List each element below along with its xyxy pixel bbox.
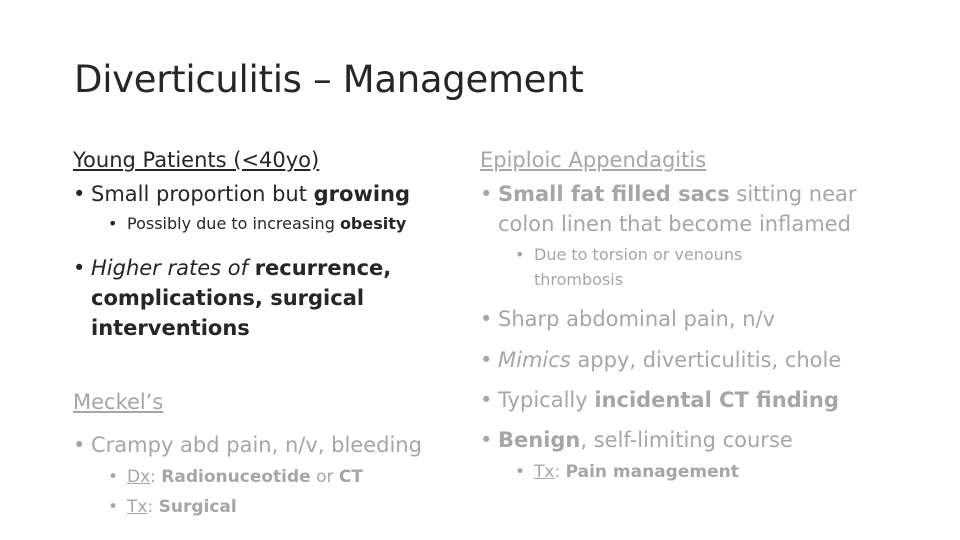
epiploic-tx-pain: Pain management bbox=[565, 462, 739, 482]
meckels-bullet-symptoms: • Crampy abd pain, n/v, bleeding bbox=[73, 430, 473, 460]
epiploic-bullet-pain: • Sharp abdominal pain, n/v bbox=[480, 304, 910, 334]
epiploic-subbullet-torsion: • Due to torsion or venouns thrombosis bbox=[480, 242, 809, 292]
dx-label: Dx bbox=[127, 467, 151, 487]
epiploic-subbullet-tx: • Tx: Pain management bbox=[480, 459, 910, 485]
meckels-subbullet-tx: • Tx: Surgical bbox=[73, 494, 473, 520]
meckels-group bbox=[73, 430, 473, 520]
young-subbullet-obesity bbox=[73, 211, 473, 237]
right-column bbox=[480, 148, 910, 485]
young-bullet-text: Small proportion but bbox=[91, 182, 314, 206]
epiploic-bullet-benign bbox=[480, 425, 910, 455]
young-bullet-rates bbox=[73, 253, 426, 343]
obesity-bold: obesity bbox=[339, 214, 407, 233]
mimics-text: appy, diverticulitis, chole bbox=[570, 348, 842, 372]
young-patients-heading: Young Patients (<40yo) bbox=[73, 148, 320, 172]
slide-title: Diverticulitis – Management bbox=[74, 58, 584, 101]
dx-or: or bbox=[310, 467, 339, 487]
benign-text: , self-limiting course bbox=[580, 428, 793, 452]
sacs-bold: Small fat filled sacs bbox=[498, 182, 730, 206]
incidental-text: Typically bbox=[498, 388, 595, 412]
epiploic-bullet-sacs bbox=[480, 179, 903, 239]
rates-italic: Higher rates of bbox=[91, 256, 255, 280]
meckels-heading: Meckel’s bbox=[73, 390, 164, 414]
dx-radionuceotide: Radionuceotide bbox=[161, 467, 311, 487]
dx-ct: CT bbox=[338, 467, 363, 487]
young-bullet-growing bbox=[73, 179, 473, 209]
sacs-text: sitting near colon linen that become inflamed bbox=[498, 182, 857, 236]
epiploic-heading: Epiploic Appendagitis bbox=[480, 148, 707, 172]
rates-bold: recurrence, complications, surgical interventions bbox=[91, 256, 392, 340]
young-bullet-bold: growing bbox=[313, 182, 411, 206]
meckels-subbullet-dx: • Dx: Radionuceotide or CT bbox=[73, 464, 473, 490]
tx-label: Tx bbox=[127, 497, 148, 517]
epiploic-tx-label: Tx bbox=[534, 462, 555, 482]
epiploic-bullet-incidental bbox=[480, 385, 910, 415]
benign-bold: Benign bbox=[498, 428, 581, 452]
obesity-text: Possibly due to increasing bbox=[127, 214, 340, 233]
mimics-italic: Mimics bbox=[498, 348, 571, 372]
tx-surgical: Surgical bbox=[158, 497, 237, 517]
epiploic-bullet-mimics bbox=[480, 345, 910, 375]
left-column bbox=[73, 148, 473, 517]
incidental-bold: incidental CT finding bbox=[594, 388, 839, 412]
